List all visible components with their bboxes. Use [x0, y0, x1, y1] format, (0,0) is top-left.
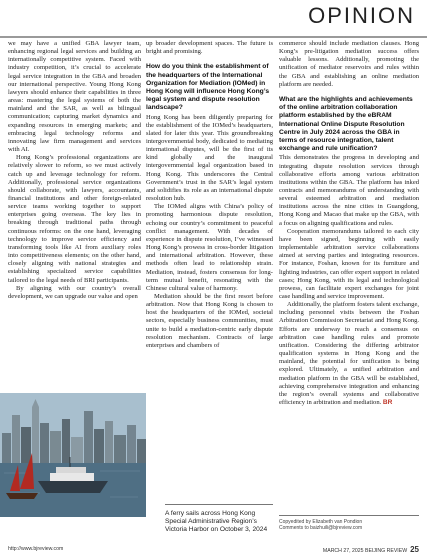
interview-question: What are the highlights and achievements of the online arbitration collaboration platform established by the eBRAM International Online Dispute Resolution Centre in July 2024 across the GBA in terms of resource integration, talent exchange and rule unification?: [279, 95, 413, 153]
body-paragraph: Hong Kong’s professional organizations are relatively slower to reform, so we must actively catch up and leverage technology for reform. Additionally, professional service organizations should collaborate, with lawyers, accountants, financial institutions and other foreign-related service teams working together to support enterprises going overseas. The key lies in breaking through traditional paths through continuous reforms: on the one hand, leveraging technology to improve service efficiency and transforming tools like AI from auxiliary roles into competitiveness elements; on the other hand, closely aligning with national strategies and establishing specialized service capabilities tailored to the legal needs of BRI participants.: [8, 154, 141, 284]
final-paragraph-text: Additionally, the platform fosters talent exchange, including personnel visits between the Foshan Arbitration Commission Secretariat and Hong Kong. Efforts are underway to reach a consensus on arbitration case handling rules and promote unification. Considering the differing arbitrator qualification systems in Hong Kong and the mainland, the potential for unification is being explored. Ultimately, a unified arbitration and mediation platform in the GBA will be established, achieving comprehensive integration and enhancing the region’s overall systems and collaborative efficiency in arbitration and mediation.: [279, 301, 419, 407]
copyeditor-credit: Copyedited by Elizabeth van Pondion: [279, 519, 363, 525]
body-paragraph: This demonstrates the progress in developing and integrating dispute resolution services through collaborative efforts among various arbitration institutions within the GBA. The platform has inked contracts and memorandums of understanding with several esteemed arbitration and mediation institutions across the nine cities in Guangdong, Hong Kong and Macao that make up the GBA, with a focus on aligning qualifications and rules.: [279, 154, 419, 227]
section-label: OPINION: [308, 3, 415, 28]
caption-divider: [165, 504, 273, 505]
credits-divider: [279, 515, 419, 516]
header-divider: [0, 36, 427, 38]
body-paragraph: By aligning with our country’s overall development, we can upgrade our value and open: [8, 284, 141, 300]
body-paragraph: commerce should include mediation clauses. Hong Kong’s pre-litigation mediation success offers valuable lessons. Additionally, promoting the unification of mediator reservoirs and rules within the GBA and establishing an online mediation platform are needed.: [279, 40, 419, 88]
body-paragraph: Hong Kong has been diligently preparing for the establishment of the IOMed’s headquarters, slated for later this year. This groundbreaking intergovernmental body, dedicated to mediating international disputes, will be the first of its kind globally and the inaugural intergovernmental legal organization based in Hong Kong. This underscores the Central Government’s trust in the SAR’s legal system and solidifies its role as an international dispute resolution hub.: [146, 113, 273, 203]
footer-issue: [323, 545, 419, 554]
photo-caption: [165, 510, 273, 534]
body-paragraph: Mediation should be the first resort before arbitration. Now that Hong Kong is chosen to host the headquarters of the IOMed, societal sectors, especially business communities, must unite to build a mediation-centric early dispute resolution mechanism. Contracts of large enterprises and chambers of: [146, 292, 273, 349]
body-paragraph: The IOMed aligns with China’s policy of promoting harmonious dispute resolution, echoing our country’s commitment to peaceful conflict management. With decades of experience in dispute resolution, I’ve witnessed Hong Kong’s prowess in cross-border litigation and international arbitration. However, these methods often lead to relationship strain. Mediation, instead, fosters consensus for long-term mutual benefit, resonating with the Chinese cultural value of harmony.: [146, 203, 273, 292]
end-mark: BR: [382, 399, 393, 407]
footer-url: http://www.bjreview.com: [8, 546, 64, 552]
article-credits: [279, 515, 419, 532]
section-header: [0, 0, 427, 38]
harbor-photo: [0, 393, 146, 517]
column-2: [146, 40, 273, 350]
body-paragraph: Cooperation memorandums tailored to each city have been signed, beginning with easily implementable arbitration service collaborations aimed at serving parties and integrating resources. For instance, Foshan, known for its furniture and lighting industries, can offer expert support in related cases; Hong Kong, with its legal and technological prowess, can facilitate expert exchanges for joint case handling and service improvement.: [279, 227, 419, 301]
body-paragraph: up broader development spaces. The future is bright and promising.: [146, 40, 273, 56]
body-paragraph: we may have a unified GBA lawyer team, enhancing regional legal services and building an internationally competitive system. Faced with industry competition, it’s crucial to accelerate legal service integration in the GBA and broaden our international perspective. Young Hong Kong lawyers should enhance their capabilities in three areas: mastering the legal systems of both the mainland and the SAR, as well as bilingual communication; capturing market dynamics and expanding resources in emerging markets; and embracing legal technology reforms and innovating law firm management and services with AI.: [8, 40, 141, 154]
column-1: [8, 40, 141, 301]
photo-caption-text: A ferry sails across Hong Kong Special Administrative Region’s Victoria Harbor on October 3, 2024: [165, 510, 268, 533]
comments-contact: Comments to baizhuili@bjreview.com: [279, 525, 363, 532]
interview-question: How do you think the establishment of the headquarters of the International Organization for Mediation (IOMed) in Hong Kong will influence Hong Kong’s legal system and dispute resolution landscape?: [146, 63, 270, 112]
column-3: [279, 40, 419, 407]
page-number: 25: [410, 545, 419, 554]
body-paragraph: [279, 301, 419, 407]
issue-label: MARCH 27, 2025 BEIJING REVIEW: [322, 548, 408, 554]
